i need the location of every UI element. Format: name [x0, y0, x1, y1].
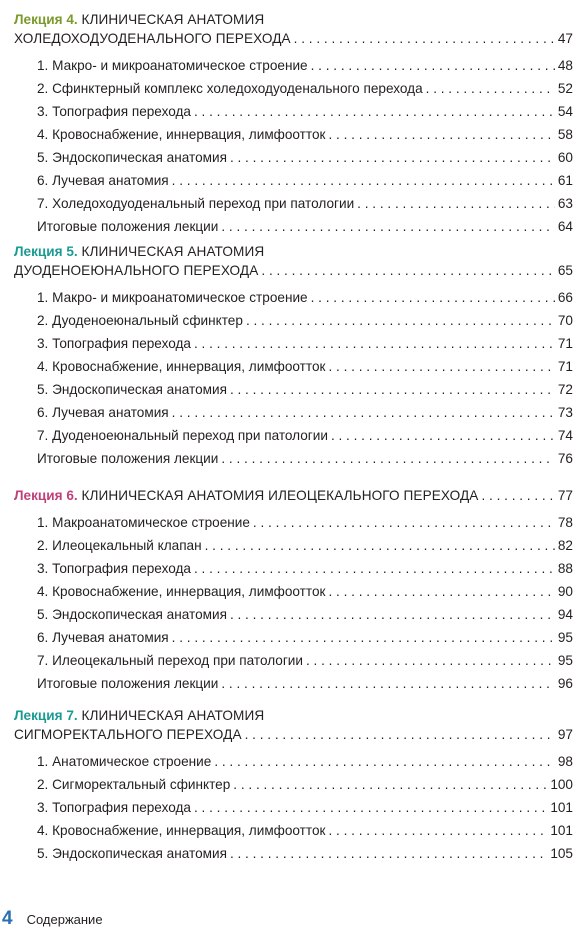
leader-dots [194, 796, 547, 819]
toc-entry-page-number: 60 [557, 150, 573, 165]
lecture-heading-line[interactable] [0, 706, 587, 725]
toc-entry-title: Итоговые положения лекции [37, 219, 219, 234]
lecture-title: КЛИНИЧЕСКАЯ АНАТОМИЯ [81, 708, 265, 723]
page-number: 4 [2, 908, 13, 929]
toc-entry-page-number: 54 [557, 104, 573, 119]
leader-dots [221, 447, 555, 470]
toc-entry[interactable] [0, 192, 587, 215]
toc-entry[interactable] [0, 424, 587, 447]
lecture-title: КЛИНИЧЕСКАЯ АНАТОМИЯ [81, 244, 265, 259]
lecture-page-number: 97 [557, 727, 573, 742]
toc-entry[interactable] [0, 169, 587, 192]
toc-entry[interactable] [0, 626, 587, 649]
leader-dots [294, 29, 555, 48]
toc-entry-title: 2. Дуоденоеюнальный сфинктер [37, 313, 243, 328]
toc-entry-page-number: 101 [550, 800, 573, 815]
toc-entry[interactable] [0, 332, 587, 355]
toc-entry-page-number: 94 [557, 607, 573, 622]
toc-entry[interactable] [0, 580, 587, 603]
toc-entry-title: 2. Сигморектальный сфинктер [37, 777, 231, 792]
leader-dots [221, 672, 555, 695]
lecture-title: КЛИНИЧЕСКАЯ АНАТОМИЯ ИЛЕОЦЕКАЛЬНОГО ПЕРЕХОДА [81, 488, 479, 503]
leader-dots [230, 146, 555, 169]
toc-entry-title: Итоговые положения лекции [37, 676, 219, 691]
toc-entry-title: 4. Кровоснабжение, иннервация, лимфоотток [37, 127, 326, 142]
toc-entry-title: 4. Кровоснабжение, иннервация, лимфоотток [37, 359, 326, 374]
toc-entry[interactable] [0, 819, 587, 842]
toc-entry-page-number: 95 [557, 653, 573, 668]
leader-dots [194, 100, 555, 123]
toc-entry[interactable] [0, 123, 587, 146]
toc-entry[interactable] [0, 146, 587, 169]
leader-dots [328, 355, 554, 378]
toc-entry[interactable] [0, 355, 587, 378]
toc-entry[interactable] [0, 773, 587, 796]
leader-dots [357, 192, 555, 215]
toc-entry-page-number: 48 [557, 58, 573, 73]
toc-entry-page-number: 88 [557, 561, 573, 576]
leader-dots [311, 54, 555, 77]
toc-entry-page-number: 61 [557, 173, 573, 188]
lecture-section [0, 706, 587, 865]
lecture-heading-line[interactable] [0, 29, 587, 48]
toc-entry-page-number: 73 [557, 405, 573, 420]
leader-dots [311, 286, 555, 309]
leader-dots [221, 215, 555, 238]
toc-entry-title: 6. Лучевая анатомия [37, 173, 169, 188]
lecture-label: Лекция 7. [14, 708, 78, 723]
toc-entry-title: 4. Кровоснабжение, иннервация, лимфоотток [37, 584, 326, 599]
lecture-title: СИГМОРЕКТАЛЬНОГО ПЕРЕХОДА [14, 727, 242, 742]
lecture-heading-line[interactable] [0, 10, 587, 29]
toc-entry-title: 5. Эндоскопическая анатомия [37, 607, 227, 622]
toc-entry-page-number: 66 [557, 290, 573, 305]
leader-dots [328, 123, 554, 146]
toc-entry-page-number: 78 [557, 515, 573, 530]
toc-entry[interactable] [0, 557, 587, 580]
toc-entry-title: 7. Илеоцекальный переход при патологии [37, 653, 303, 668]
toc-entry[interactable] [0, 100, 587, 123]
leader-dots [233, 773, 547, 796]
lecture-section [0, 242, 587, 470]
toc-entry-title: 5. Эндоскопическая анатомия [37, 382, 227, 397]
toc-entry[interactable] [0, 378, 587, 401]
leader-dots [205, 534, 555, 557]
toc-entry-title: 5. Эндоскопическая анатомия [37, 150, 227, 165]
toc-entry-title: 4. Кровоснабжение, иннервация, лимфоотток [37, 823, 326, 838]
toc-entry-page-number: 82 [557, 538, 573, 553]
toc-entry-title: Итоговые положения лекции [37, 451, 219, 466]
lecture-heading-line[interactable] [0, 261, 587, 280]
leader-dots [306, 649, 555, 672]
leader-dots [194, 332, 555, 355]
toc-entry-page-number: 100 [550, 777, 573, 792]
toc-entry-page-number: 90 [557, 584, 573, 599]
toc-entry[interactable] [0, 672, 587, 695]
toc-entry-page-number: 72 [557, 382, 573, 397]
toc-entry-title: 1. Макро- и микроанатомическое строение [37, 290, 308, 305]
toc-entry-title: 7. Дуоденоеюнальный переход при патологии [37, 428, 328, 443]
leader-dots [481, 486, 554, 505]
toc-entry-title: 7. Холедоходуоденальный переход при патологии [37, 196, 355, 211]
toc-entry[interactable] [0, 447, 587, 470]
toc-entry-title: 6. Лучевая анатомия [37, 405, 169, 420]
toc-entry-page-number: 98 [557, 754, 573, 769]
lecture-page-number: 65 [557, 263, 573, 278]
toc-entry-page-number: 58 [557, 127, 573, 142]
lecture-section [0, 10, 587, 238]
footer-section-title: Содержание [26, 912, 103, 927]
toc-entry-title: 3. Топография перехода [37, 104, 191, 119]
toc-entry[interactable] [0, 511, 587, 534]
lecture-title: КЛИНИЧЕСКАЯ АНАТОМИЯ [81, 12, 265, 27]
lecture-label: Лекция 4. [14, 12, 78, 27]
leader-dots [261, 261, 554, 280]
toc-entry[interactable] [0, 54, 587, 77]
toc-entry-page-number: 71 [557, 359, 573, 374]
toc-entry-page-number: 63 [557, 196, 573, 211]
toc-entry-title: 1. Макроанатомическое строение [37, 515, 250, 530]
leader-dots [214, 750, 555, 773]
toc-entry[interactable] [0, 215, 587, 238]
leader-dots [245, 725, 555, 744]
toc-entry-title: 6. Лучевая анатомия [37, 630, 169, 645]
lecture-page-number: 77 [557, 488, 573, 503]
leader-dots [230, 842, 547, 865]
leader-dots [172, 626, 555, 649]
lecture-heading-line[interactable] [0, 725, 587, 744]
toc-entry-page-number: 52 [557, 81, 573, 96]
leader-dots [331, 424, 555, 447]
toc-entry-title: 1. Анатомическое строение [37, 754, 212, 769]
page-footer [0, 908, 103, 938]
toc-entry-title: 3. Топография перехода [37, 561, 191, 576]
toc-entry[interactable] [0, 649, 587, 672]
toc-entry-page-number: 105 [550, 846, 573, 861]
toc-entry[interactable] [0, 603, 587, 626]
leader-dots [172, 169, 555, 192]
toc-entry-page-number: 76 [557, 451, 573, 466]
lecture-label: Лекция 6. [14, 488, 78, 503]
toc-entry-page-number: 96 [557, 676, 573, 691]
toc-entry-page-number: 64 [557, 219, 573, 234]
toc-entry[interactable] [0, 401, 587, 424]
lecture-title: ДУОДЕНОЕЮНАЛЬНОГО ПЕРЕХОДА [14, 263, 259, 278]
toc-entry-title: 3. Топография перехода [37, 800, 191, 815]
toc-entry-title: 1. Макро- и микроанатомическое строение [37, 58, 308, 73]
lecture-section [0, 486, 587, 695]
toc-entry-page-number: 71 [557, 336, 573, 351]
toc-entry-page-number: 95 [557, 630, 573, 645]
lecture-title: ХОЛЕДОХОДУОДЕНАЛЬНОГО ПЕРЕХОДА [14, 31, 291, 46]
leader-dots [194, 557, 555, 580]
toc-entry-page-number: 70 [557, 313, 573, 328]
leader-dots [426, 77, 555, 100]
toc-entry[interactable] [0, 534, 587, 557]
leader-dots [328, 819, 547, 842]
lecture-heading-line[interactable] [0, 242, 587, 261]
toc-entry-page-number: 74 [557, 428, 573, 443]
toc-entry-title: 5. Эндоскопическая анатомия [37, 846, 227, 861]
toc-entry[interactable] [0, 796, 587, 819]
lecture-page-number: 47 [557, 31, 573, 46]
toc-entry[interactable] [0, 77, 587, 100]
leader-dots [246, 309, 555, 332]
lecture-heading-line[interactable] [0, 486, 587, 505]
toc-entry[interactable] [0, 750, 587, 773]
toc-entry[interactable] [0, 286, 587, 309]
toc-entry-page-number: 101 [550, 823, 573, 838]
toc-entry-title: 2. Илеоцекальный клапан [37, 538, 202, 553]
toc-entry[interactable] [0, 842, 587, 865]
toc-entry-title: 2. Сфинктерный комплекс холедоходуоденального перехода [37, 81, 423, 96]
leader-dots [172, 401, 555, 424]
leader-dots [230, 603, 555, 626]
leader-dots [253, 511, 555, 534]
leader-dots [328, 580, 554, 603]
leader-dots [230, 378, 555, 401]
lecture-label: Лекция 5. [14, 244, 78, 259]
toc-entry[interactable] [0, 309, 587, 332]
toc-entry-title: 3. Топография перехода [37, 336, 191, 351]
